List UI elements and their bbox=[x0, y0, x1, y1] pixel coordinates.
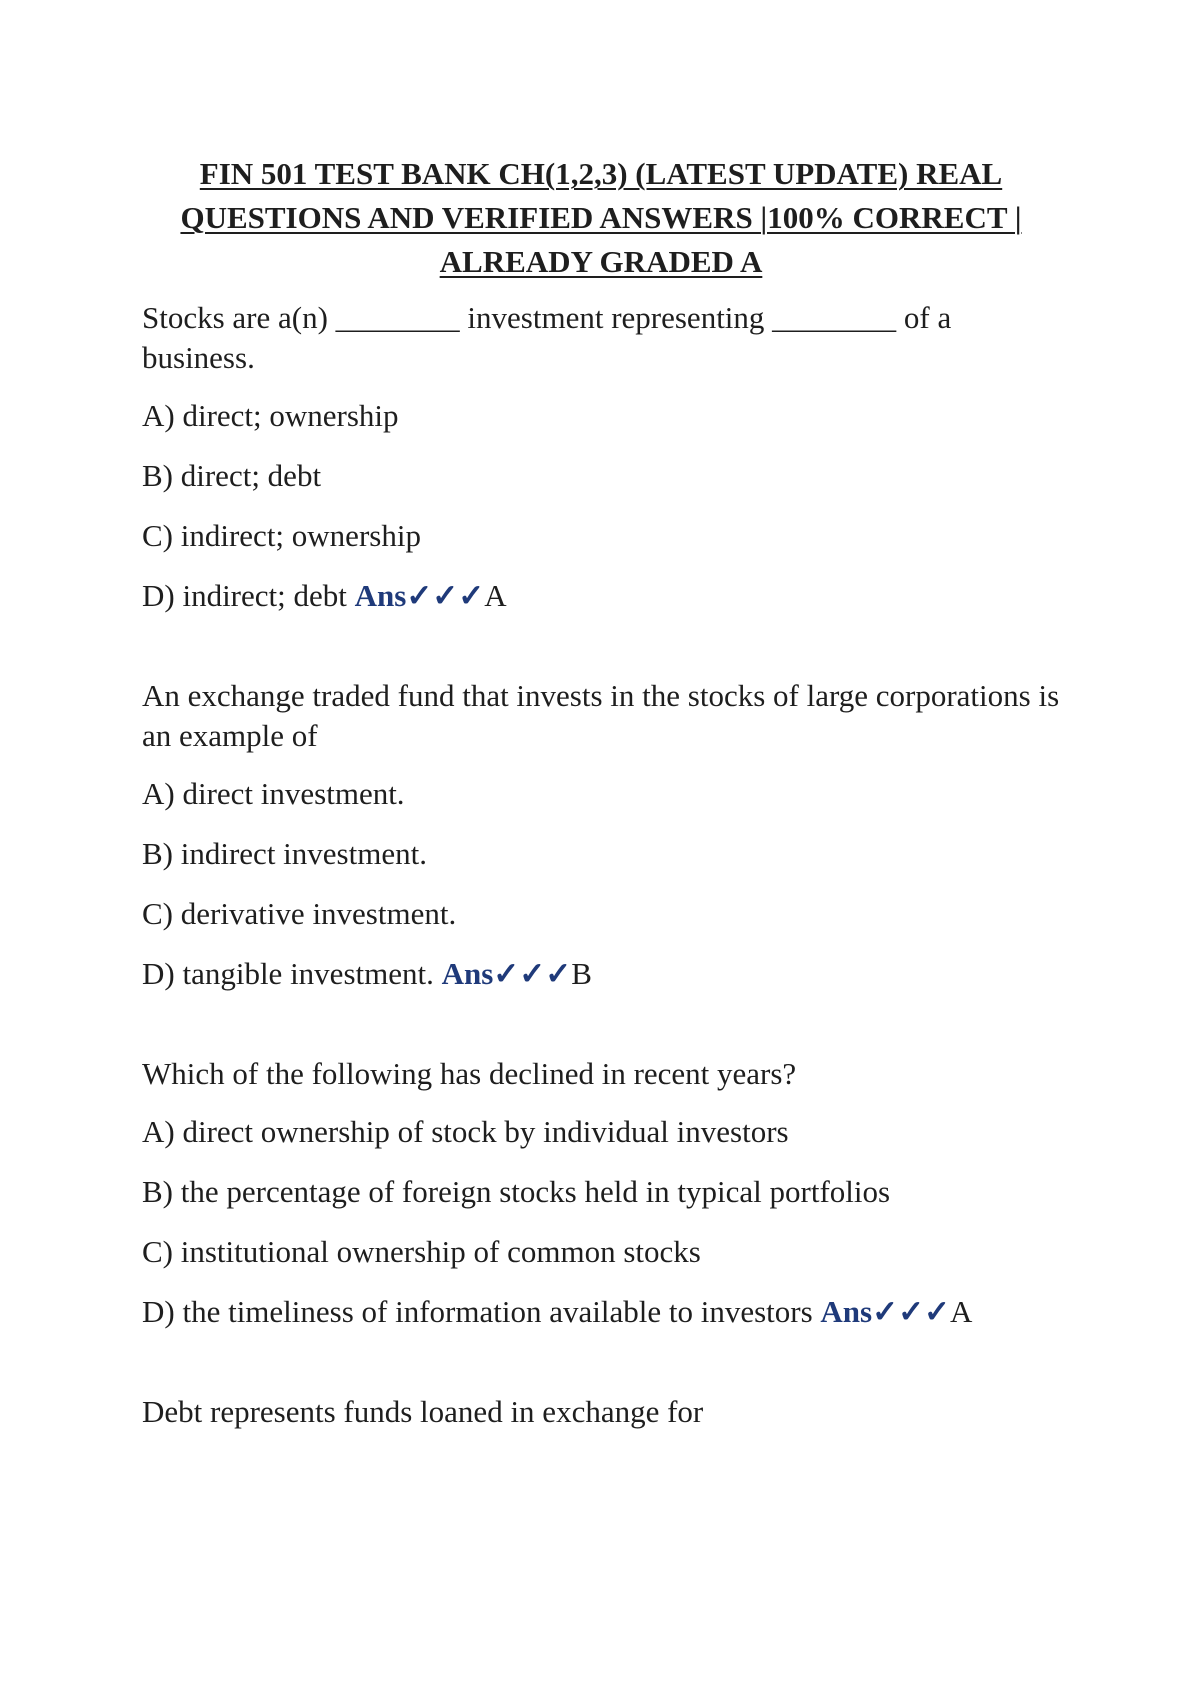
option-a: A) direct ownership of stock by individual investors bbox=[142, 1114, 789, 1149]
question-4 bbox=[142, 1392, 1060, 1432]
question-stem: An exchange traded fund that invests in the stocks of large corporations is an example of bbox=[142, 678, 1060, 753]
question-3 bbox=[142, 1054, 1060, 1332]
option-d-line bbox=[142, 954, 1060, 994]
question-stem: Stocks are a(n) ________ investment representing ________ of a business. bbox=[142, 300, 952, 375]
option-a: A) direct; ownership bbox=[142, 398, 399, 433]
option-c: C) institutional ownership of common stocks bbox=[142, 1234, 701, 1269]
option-c: C) indirect; ownership bbox=[142, 518, 421, 553]
option-d: D) tangible investment. bbox=[142, 956, 434, 991]
question-2 bbox=[142, 676, 1060, 994]
document-title bbox=[142, 152, 1060, 284]
answer-letter: A bbox=[950, 1294, 973, 1329]
option-a: A) direct investment. bbox=[142, 776, 405, 811]
option-b: B) direct; debt bbox=[142, 458, 322, 493]
answer-marker: Ans✓✓✓ bbox=[820, 1294, 951, 1329]
answer-letter: B bbox=[571, 956, 592, 991]
answer-marker: Ans✓✓✓ bbox=[354, 578, 485, 613]
question-stem: Which of the following has declined in recent years? bbox=[142, 1056, 797, 1091]
option-d: D) the timeliness of information available to investors bbox=[142, 1294, 813, 1329]
answer-letter: A bbox=[484, 578, 507, 613]
option-b: B) indirect investment. bbox=[142, 836, 427, 871]
answer-marker: Ans✓✓✓ bbox=[441, 956, 572, 991]
question-1 bbox=[142, 298, 1060, 616]
option-d-line bbox=[142, 1292, 1060, 1332]
question-stem: Debt represents funds loaned in exchange for bbox=[142, 1394, 704, 1429]
option-c: C) derivative investment. bbox=[142, 896, 457, 931]
option-d-line bbox=[142, 576, 1060, 616]
option-b: B) the percentage of foreign stocks held in typical portfolios bbox=[142, 1174, 891, 1209]
option-d: D) indirect; debt bbox=[142, 578, 347, 613]
document-title-text: FIN 501 TEST BANK CH(1,2,3) (LATEST UPDATE) REAL QUESTIONS AND VERIFIED ANSWERS |100% CORRECT | ALREADY GRADED A bbox=[180, 156, 1022, 279]
